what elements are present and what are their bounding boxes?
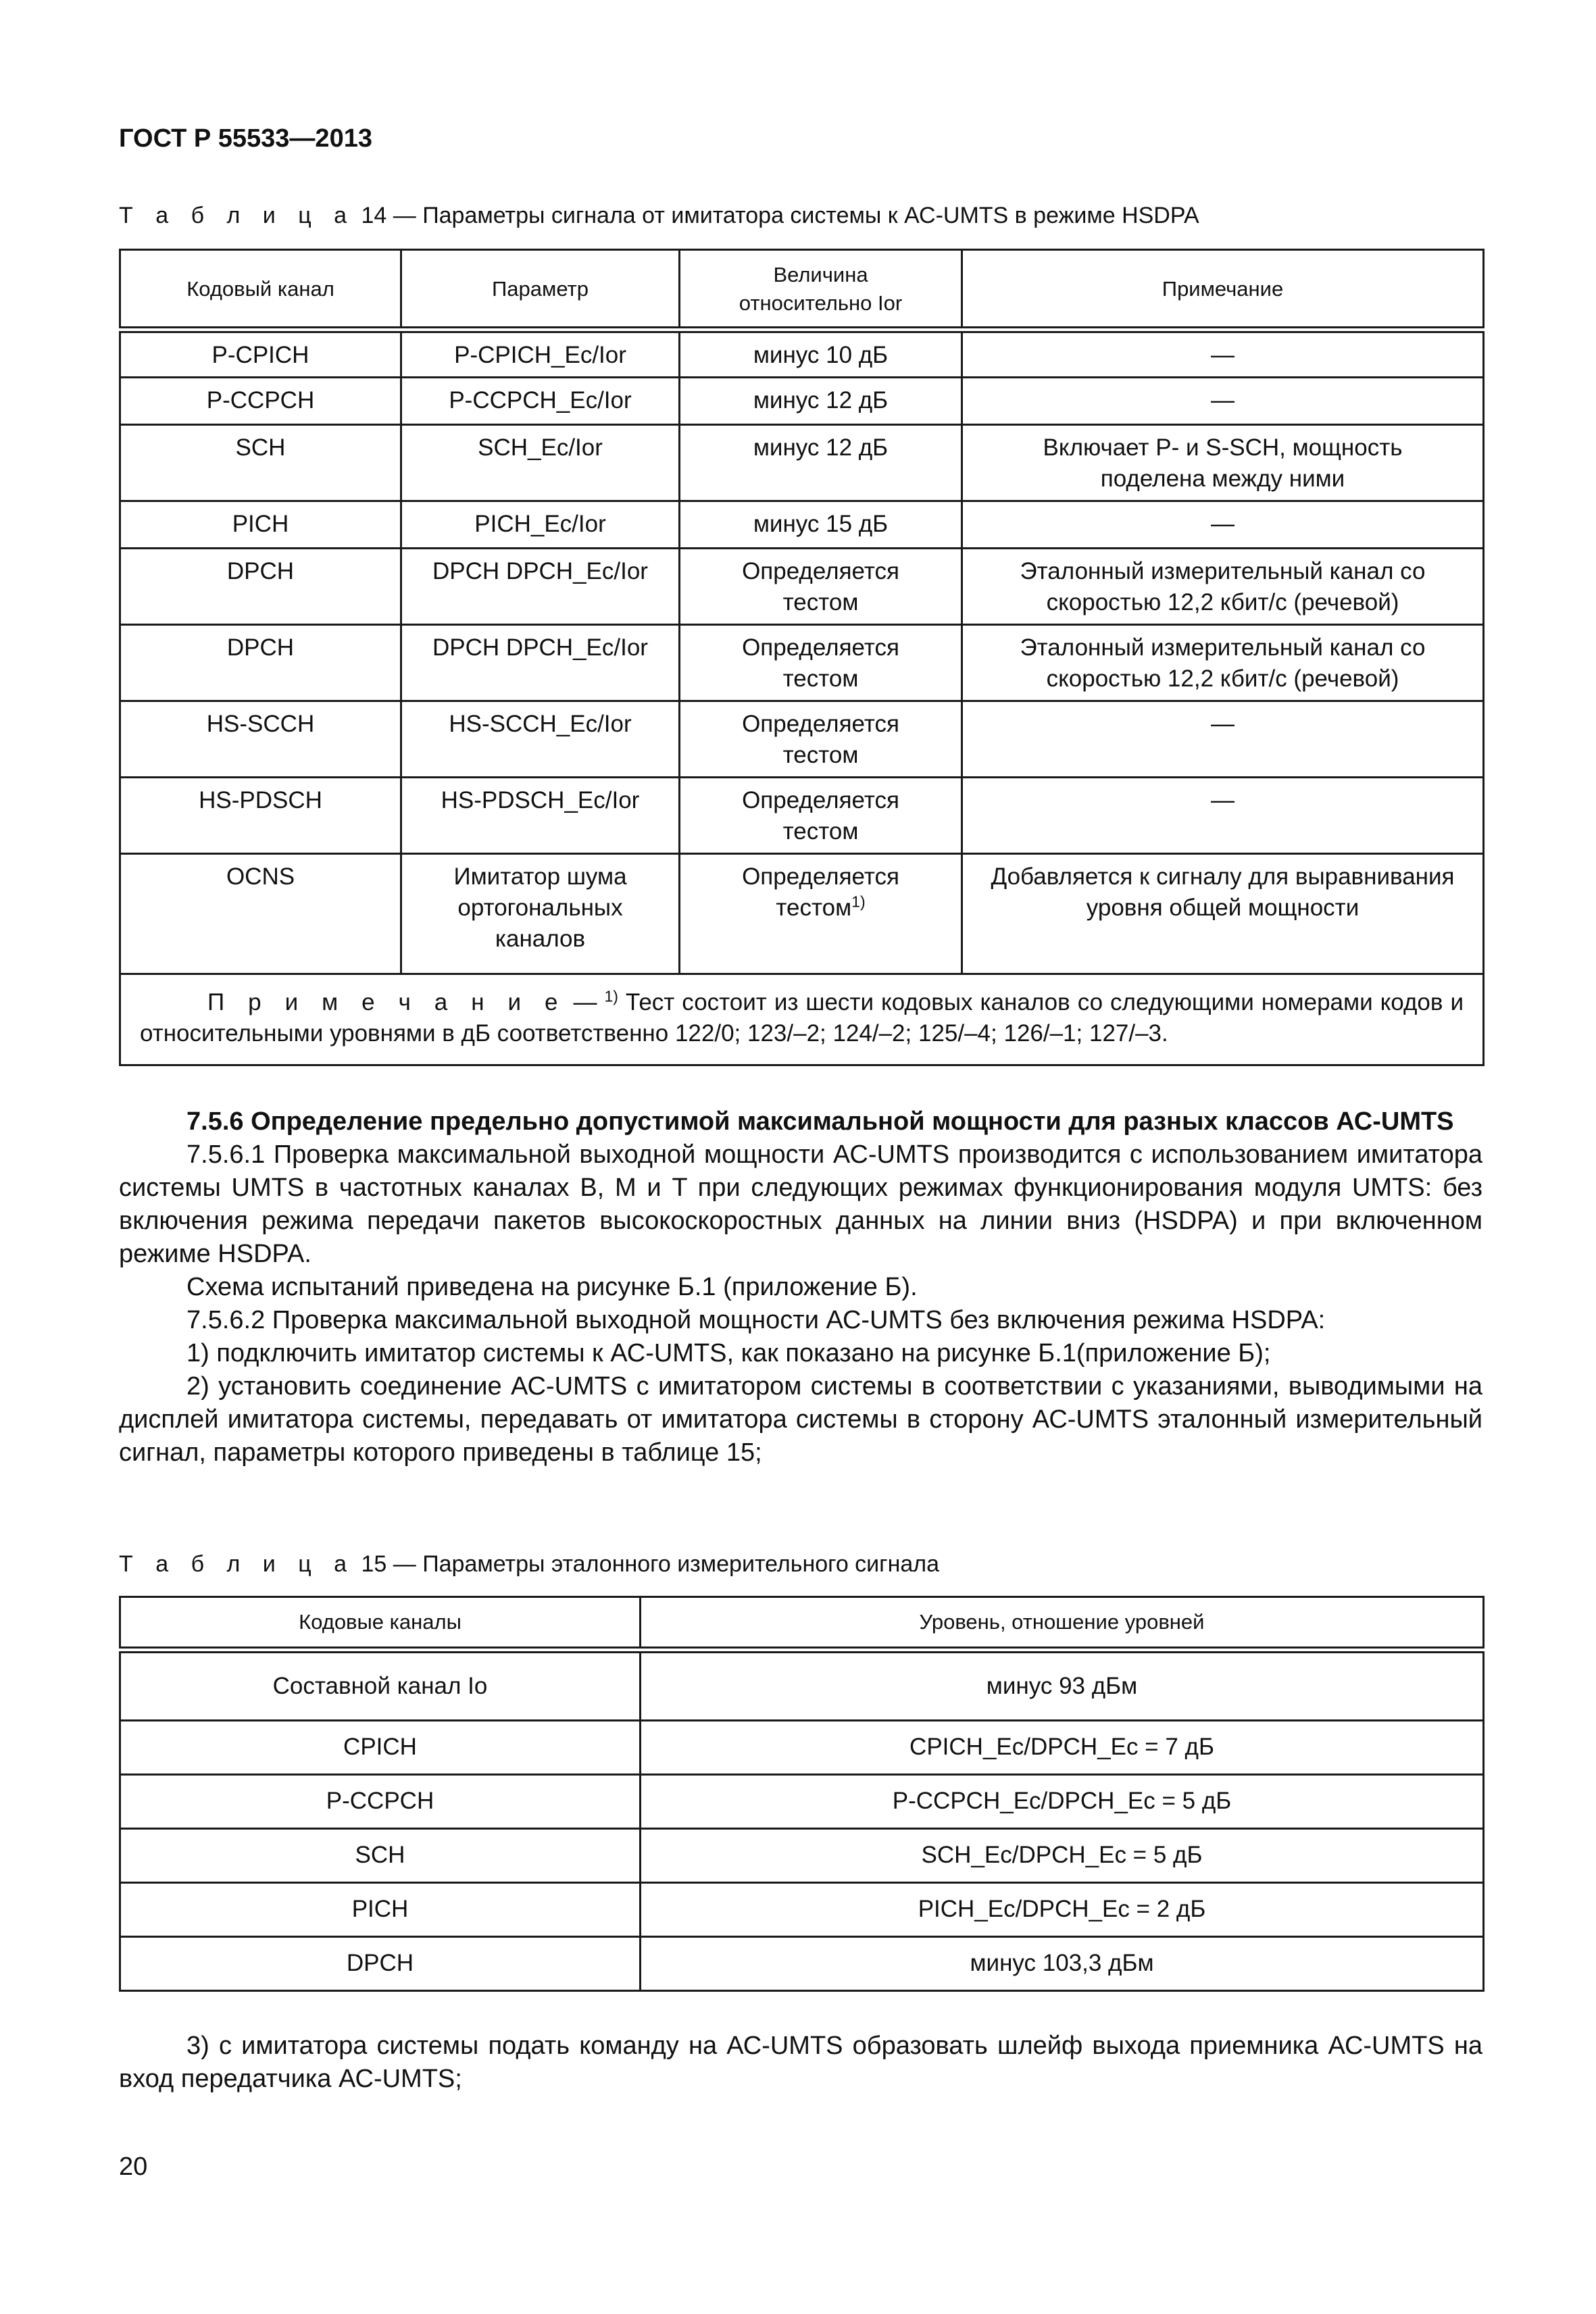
- table-cell: PICH: [120, 501, 401, 549]
- table-cell: P-CCPCH: [120, 1774, 641, 1828]
- paragraph: 3) с имитатора системы подать команду на АС-UMTS образовать шлейф выхода приемника АС-UMTS на вход передатчика АС-UMTS;: [119, 2032, 1482, 2093]
- table-cell: DPCH: [120, 1936, 641, 1990]
- table-cell: P-CCPCH_Ec/DPCH_Ec = 5 дБ: [641, 1774, 1484, 1828]
- table-cell: PICH_Ec/DPCH_Ec = 2 дБ: [641, 1882, 1484, 1936]
- closing-text: [119, 2030, 1482, 2096]
- note-label: П р и м е ч а н и е: [207, 989, 566, 1015]
- paragraph: Схема испытаний приведена на рисунке Б.1 (приложение Б).: [186, 1273, 918, 1301]
- table-cell: минус 12 дБ: [680, 378, 962, 425]
- table-cell: SCH_Ec/Ior: [401, 425, 680, 501]
- table-cell: Определяется тестом: [680, 778, 962, 854]
- table-cell: Определяется тестом: [680, 625, 962, 701]
- table-cell: Эталонный измерительный канал со скоростью 12,2 кбит/с (речевой): [962, 625, 1484, 701]
- ocns-value-text: Определяется тестом: [742, 863, 899, 921]
- table14-header-parameter: Параметр: [401, 250, 680, 330]
- table-cell: HS-PDSCH: [120, 778, 401, 854]
- table-cell: SCH: [120, 1828, 641, 1882]
- table-cell: P-CCPCH: [120, 378, 401, 425]
- table-cell: CPICH_Ec/DPCH_Ec = 7 дБ: [641, 1720, 1484, 1774]
- table-row: [120, 625, 1484, 701]
- table-cell: [680, 854, 962, 974]
- table-cell: Составной канал Io: [120, 1650, 641, 1720]
- note-text: Тест состоит из шести кодовых каналов со следующими номерами кодов и относительными уровнями в дБ соответственно 122/0; 123/–2; 124/–2; 125/–4; 126/–1; 127/–3.: [140, 989, 1464, 1047]
- table15-header-channels: Кодовые каналы: [120, 1597, 641, 1651]
- section-heading: 7.5.6 Определение предельно допустимой максимальной мощности для разных классов АС-UMTS: [186, 1107, 1454, 1136]
- table-cell: DPCH DPCH_Ec/Ior: [401, 625, 680, 701]
- table-cell: Включает P- и S-SCH, мощность поделена между ними: [962, 425, 1484, 501]
- table-cell: минус 93 дБм: [641, 1650, 1484, 1720]
- table-cell: DPCH: [120, 625, 401, 701]
- table-row: [120, 1882, 1484, 1936]
- table15-caption-label: Т а б л и ц а: [119, 1551, 355, 1577]
- table-cell: —: [962, 378, 1484, 425]
- table-cell: CPICH: [120, 1720, 641, 1774]
- table14-note-row: [120, 974, 1484, 1065]
- table-cell: минус 10 дБ: [680, 330, 962, 378]
- table-cell: PICH: [120, 1882, 641, 1936]
- table-cell: HS-SCCH: [120, 701, 401, 778]
- note-dash: —: [566, 989, 605, 1015]
- table-row: [120, 378, 1484, 425]
- table15-caption: [119, 1551, 939, 1578]
- table14-caption-text: 14 — Параметры сигнала от имитатора системы к АС-UMTS в режиме HSDPA: [355, 203, 1199, 228]
- table-cell: минус 12 дБ: [680, 425, 962, 501]
- note-footnote-mark: 1): [604, 987, 618, 1005]
- paragraph: 7.5.6.2 Проверка максимальной выходной мощности АС-UMTS без включения режима HSDPA:: [186, 1306, 1326, 1334]
- table-row: [120, 1650, 1484, 1720]
- paragraph: 7.5.6.1 Проверка максимальной выходной мощности АС-UMTS производится с использованием имитатора системы UMTS в частотных каналах B, M и T при следующих режимах функционирования модуля UMTS: без включения режима передачи пакетов высокоскоростных данных на линии вниз (HSDPA) и при включенном режиме HSDPA.: [119, 1140, 1482, 1268]
- table-cell: —: [962, 778, 1484, 854]
- paragraph: 2) установить соединение АС-UMTS с имитатором системы в соответствии с указаниями, выводимыми на дисплей имитатора системы, передавать от имитатора системы в сторону АС-UMTS эталонный измерительный сигнал, параметры которого приведены в таблице 15;: [119, 1372, 1482, 1467]
- table-cell: SCH: [120, 425, 401, 501]
- table-cell: Определяется тестом: [680, 549, 962, 625]
- table-row: [120, 701, 1484, 778]
- table-row: [120, 330, 1484, 378]
- table-cell: SCH_Ec/DPCH_Ec = 5 дБ: [641, 1828, 1484, 1882]
- table-row: [120, 778, 1484, 854]
- document-header: ГОСТ Р 55533—2013: [119, 124, 372, 153]
- table-row: [120, 501, 1484, 549]
- table14-header-channel: Кодовый канал: [120, 250, 401, 330]
- table14-header-note: Примечание: [962, 250, 1484, 330]
- table-cell: —: [962, 501, 1484, 549]
- table-cell: OCNS: [120, 854, 401, 974]
- table-cell: —: [962, 330, 1484, 378]
- table-row: [120, 1936, 1484, 1990]
- table15-caption-text: 15 — Параметры эталонного измерительного сигнала: [355, 1551, 940, 1577]
- table-cell: минус 103,3 дБм: [641, 1936, 1484, 1990]
- table-14: [119, 249, 1485, 1066]
- table14-header-row: [120, 250, 1484, 330]
- table-cell: Определяется тестом: [680, 701, 962, 778]
- table-cell: Имитатор шума ортогональных каналов: [401, 854, 680, 974]
- table-cell: —: [962, 701, 1484, 778]
- table14-note: [120, 974, 1484, 1065]
- table-cell: P-CPICH: [120, 330, 401, 378]
- table-row: [120, 549, 1484, 625]
- table15-header-level: Уровень, отношение уровней: [641, 1597, 1484, 1651]
- table-row: [120, 854, 1484, 974]
- table14-caption-label: Т а б л и ц а: [119, 203, 355, 228]
- table-row: [120, 1720, 1484, 1774]
- table-cell: DPCH: [120, 549, 401, 625]
- table-cell: Эталонный измерительный канал со скоростью 12,2 кбит/с (речевой): [962, 549, 1484, 625]
- table-cell: минус 15 дБ: [680, 501, 962, 549]
- paragraph: 1) подключить имитатор системы к АС-UMTS, как показано на рисунке Б.1(приложение Б);: [186, 1339, 1271, 1367]
- table-cell: P-CCPCH_Ec/Ior: [401, 378, 680, 425]
- table-row: [120, 1828, 1484, 1882]
- table14-header-value: Величина относительно Ior: [680, 250, 962, 330]
- page-number: 20: [119, 2153, 148, 2181]
- table-row: [120, 425, 1484, 501]
- table-15: [119, 1596, 1485, 1992]
- footnote-mark: 1): [851, 892, 866, 911]
- table-cell: Добавляется к сигналу для выравнивания уровня общей мощности: [962, 854, 1484, 974]
- table14-caption: [119, 203, 1199, 229]
- table-cell: HS-SCCH_Ec/Ior: [401, 701, 680, 778]
- table-cell: P-CPICH_Ec/Ior: [401, 330, 680, 378]
- table15-header-row: [120, 1597, 1484, 1651]
- table-cell: HS-PDSCH_Ec/Ior: [401, 778, 680, 854]
- table-cell: PICH_Ec/Ior: [401, 501, 680, 549]
- section-text: [119, 1105, 1482, 1469]
- table-row: [120, 1774, 1484, 1828]
- table-cell: DPCH DPCH_Ec/Ior: [401, 549, 680, 625]
